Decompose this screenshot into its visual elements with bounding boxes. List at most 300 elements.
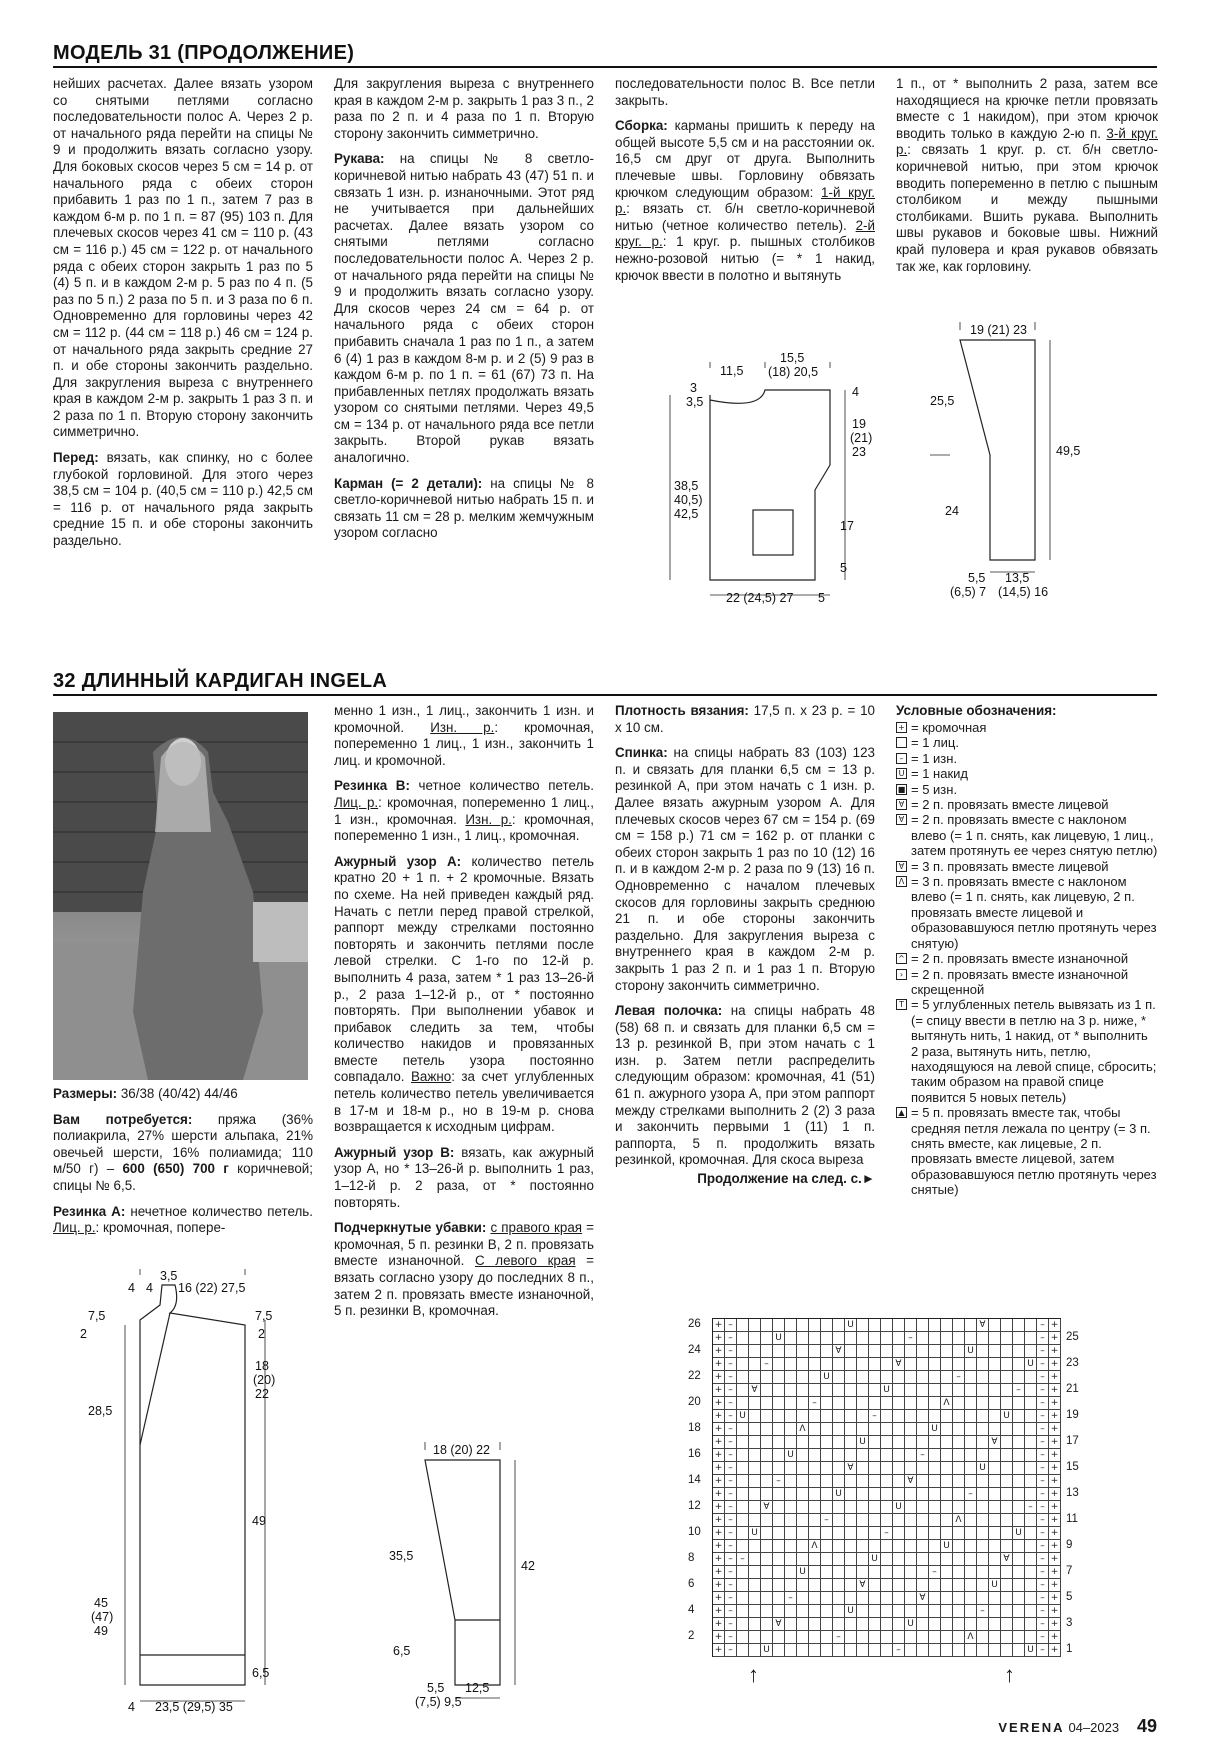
chart-cell bbox=[893, 1579, 905, 1592]
chart-cell bbox=[1025, 1371, 1037, 1384]
legend-item bbox=[896, 782, 1158, 797]
chart-cell bbox=[785, 1475, 797, 1488]
chart-cell: – bbox=[1037, 1371, 1049, 1384]
legend-text: = 2 п. провязать вместе изнаночной bbox=[911, 951, 1129, 967]
m31-d2-r1: 49,5 bbox=[1056, 444, 1081, 458]
chart-cell: + bbox=[713, 1540, 725, 1553]
chart-cell bbox=[1001, 1319, 1013, 1332]
chart-cell bbox=[857, 1397, 869, 1410]
chart-cell bbox=[857, 1371, 869, 1384]
sleeve-b2: 12,5 bbox=[465, 1681, 490, 1695]
chart-cell bbox=[953, 1579, 965, 1592]
chart-cell bbox=[1001, 1384, 1013, 1397]
chart-cell bbox=[737, 1618, 749, 1631]
chart-cell bbox=[1001, 1605, 1013, 1618]
chart-cell bbox=[833, 1449, 845, 1462]
chart-cell bbox=[821, 1410, 833, 1423]
chart-cell bbox=[893, 1475, 905, 1488]
chart-cell: – bbox=[1037, 1566, 1049, 1579]
arrow-right-marker: ↑ bbox=[748, 1662, 759, 1687]
chart-cell bbox=[761, 1566, 773, 1579]
chart-cell: – bbox=[1013, 1384, 1025, 1397]
chart-cell bbox=[773, 1579, 785, 1592]
chart-cell bbox=[845, 1644, 857, 1657]
chart-cell: – bbox=[725, 1332, 737, 1345]
chart-cell bbox=[941, 1332, 953, 1345]
chart-cell bbox=[917, 1345, 929, 1358]
chart-cell: Λ bbox=[965, 1631, 977, 1644]
m31-assembly-para bbox=[615, 118, 875, 284]
chart-cell: – bbox=[821, 1514, 833, 1527]
chart-cell bbox=[821, 1384, 833, 1397]
m31-round1: 1-й круг. р. bbox=[615, 184, 875, 217]
chart-cell bbox=[953, 1605, 965, 1618]
chart-cell bbox=[845, 1449, 857, 1462]
chart-cell: U bbox=[773, 1332, 785, 1345]
chart-cell: – bbox=[1037, 1384, 1049, 1397]
chart-cell: + bbox=[1049, 1475, 1061, 1488]
chart-cell: U bbox=[929, 1423, 941, 1436]
chart-cell bbox=[773, 1462, 785, 1475]
chart-cell bbox=[857, 1319, 869, 1332]
chart-cell bbox=[737, 1397, 749, 1410]
chart-cell bbox=[1025, 1410, 1037, 1423]
chart-cell bbox=[881, 1553, 893, 1566]
chart-cell bbox=[881, 1319, 893, 1332]
chart-cell bbox=[809, 1501, 821, 1514]
m31-sleeves-label: Рукава: bbox=[334, 151, 385, 167]
chart-cell bbox=[917, 1397, 929, 1410]
chart-cell bbox=[737, 1527, 749, 1540]
chart-row-number: 7 bbox=[1066, 1565, 1073, 1577]
m31-finish-text1: 1 п., от * выполнить 2 раза, затем все находящиеся на крючке петли провязать вместе с 1 накидом), при этом крючок вводить только в каждую 2-ю п. bbox=[896, 76, 1158, 141]
m31-sleeve-diagram bbox=[920, 320, 1120, 610]
chart-cell: + bbox=[713, 1358, 725, 1371]
chart-cell: – bbox=[725, 1475, 737, 1488]
chart-cell bbox=[857, 1488, 869, 1501]
chart-cell bbox=[917, 1475, 929, 1488]
chart-cell bbox=[833, 1527, 845, 1540]
chart-cell bbox=[797, 1644, 809, 1657]
chart-cell bbox=[905, 1319, 917, 1332]
chart-cell: ∀ bbox=[749, 1384, 761, 1397]
m31-col3 bbox=[615, 76, 875, 293]
rib-a-para bbox=[53, 1204, 313, 1237]
chart-cell bbox=[797, 1358, 809, 1371]
chart-cell: – bbox=[1037, 1358, 1049, 1371]
chart-cell bbox=[1001, 1475, 1013, 1488]
chart-cell bbox=[761, 1592, 773, 1605]
chart-cell bbox=[869, 1475, 881, 1488]
chart-cell bbox=[1013, 1475, 1025, 1488]
legend-item bbox=[896, 874, 1158, 951]
chart-cell bbox=[785, 1605, 797, 1618]
chart-row-number: 4 bbox=[688, 1604, 695, 1616]
chart-cell bbox=[809, 1345, 821, 1358]
chart-cell bbox=[1001, 1540, 1013, 1553]
chart-cell bbox=[881, 1358, 893, 1371]
chart-cell bbox=[869, 1423, 881, 1436]
chart-cell bbox=[881, 1514, 893, 1527]
chart-cell bbox=[965, 1514, 977, 1527]
chart-cell bbox=[917, 1410, 929, 1423]
chart-cell bbox=[761, 1371, 773, 1384]
chart-cell bbox=[797, 1527, 809, 1540]
chart-cell: – bbox=[725, 1631, 737, 1644]
chart-cell bbox=[965, 1475, 977, 1488]
chart-cell bbox=[881, 1501, 893, 1514]
back-l3: 28,5 bbox=[88, 1404, 113, 1418]
chart-cell bbox=[977, 1618, 989, 1631]
chart-cell bbox=[761, 1319, 773, 1332]
chart-cell bbox=[953, 1358, 965, 1371]
chart-cell bbox=[749, 1436, 761, 1449]
chart-cell bbox=[977, 1514, 989, 1527]
chart-cell bbox=[929, 1410, 941, 1423]
chart-cell bbox=[737, 1644, 749, 1657]
lace-a-important: Важно bbox=[411, 1069, 452, 1085]
chart-cell bbox=[833, 1592, 845, 1605]
m32-back-diagram bbox=[80, 1265, 300, 1715]
chart-cell: ∀ bbox=[857, 1579, 869, 1592]
chart-cell bbox=[833, 1618, 845, 1631]
chart-cell: + bbox=[1049, 1618, 1061, 1631]
chart-cell: – bbox=[725, 1371, 737, 1384]
chart-cell: + bbox=[1049, 1605, 1061, 1618]
chart-cell bbox=[869, 1371, 881, 1384]
chart-cell bbox=[965, 1644, 977, 1657]
chart-cell bbox=[737, 1566, 749, 1579]
chart-cell: + bbox=[713, 1475, 725, 1488]
chart-cell bbox=[785, 1423, 797, 1436]
chart-cell: + bbox=[713, 1423, 725, 1436]
chart-cell bbox=[785, 1631, 797, 1644]
m31-sleeves-text: на спицы № 8 светло-коричневой нитью набрать 43 (47) 51 п. и связать 1 изн. р. изнаночными. Этот ряд не учитывается при дальнейших расчетах. Далее вязать узором со снятыми петлями согласно последовательности полос А. Через 2 р. от начального ряда перейти на спицы № 9 и продолжить вязать согласно узору. Для скосов через 24 см = 64 р. от начального ряда с обеих сторон прибавить сначала 1 раз по 1 п., а затем 6 (4) 1 раз в каждом 8-м р. и 2 (5) 9 раз в каждом 6-м р. по 1 п. = 61 (67) 73 п. На прибавленных петлях продолжать вязать узором со снятыми петлями. Через 49,5 см = 134 р. от начального ряда все петли закрыть. Второй рукав вязать аналогично. bbox=[334, 151, 594, 466]
chart-cell bbox=[929, 1579, 941, 1592]
page-number: 49 bbox=[1136, 1716, 1157, 1736]
chart-cell: – bbox=[1037, 1592, 1049, 1605]
chart-row-number: 20 bbox=[688, 1396, 701, 1408]
chart-cell bbox=[881, 1488, 893, 1501]
chart-cell bbox=[773, 1384, 785, 1397]
chart-cell: + bbox=[713, 1449, 725, 1462]
chart-cell bbox=[845, 1566, 857, 1579]
chart-cell bbox=[1025, 1475, 1037, 1488]
chart-cell bbox=[845, 1436, 857, 1449]
chart-cell bbox=[1013, 1488, 1025, 1501]
chart-cell bbox=[833, 1436, 845, 1449]
chart-cell bbox=[1013, 1501, 1025, 1514]
chart-cell bbox=[941, 1514, 953, 1527]
chart-cell bbox=[977, 1579, 989, 1592]
chart-cell: – bbox=[725, 1358, 737, 1371]
chart-cell bbox=[1013, 1410, 1025, 1423]
chart-cell bbox=[773, 1605, 785, 1618]
m32-title: 32 ДЛИННЫЙ КАРДИГАН INGELA bbox=[53, 670, 388, 692]
chart-cell bbox=[1001, 1644, 1013, 1657]
chart-cell: – bbox=[869, 1410, 881, 1423]
chart-cell: – bbox=[725, 1644, 737, 1657]
chart-cell: – bbox=[1037, 1397, 1049, 1410]
chart-cell: + bbox=[1049, 1371, 1061, 1384]
back-l2: 2 bbox=[80, 1327, 87, 1341]
chart-cell: ∀ bbox=[833, 1345, 845, 1358]
chart-cell bbox=[737, 1631, 749, 1644]
chart-cell bbox=[797, 1319, 809, 1332]
materials-para bbox=[53, 1112, 313, 1195]
chart-cell bbox=[737, 1332, 749, 1345]
chart-cell bbox=[785, 1384, 797, 1397]
chart-cell bbox=[977, 1488, 989, 1501]
chart-cell bbox=[1025, 1618, 1037, 1631]
chart-cell bbox=[845, 1501, 857, 1514]
chart-cell: ∀ bbox=[905, 1475, 917, 1488]
back-l4: 45 bbox=[94, 1596, 108, 1610]
chart-cell bbox=[965, 1501, 977, 1514]
chart-cell bbox=[881, 1475, 893, 1488]
chart-cell bbox=[845, 1475, 857, 1488]
chart-cell bbox=[737, 1605, 749, 1618]
chart-cell bbox=[881, 1644, 893, 1657]
chart-cell bbox=[1025, 1345, 1037, 1358]
chart-cell bbox=[1001, 1618, 1013, 1631]
chart-cell bbox=[809, 1332, 821, 1345]
chart-cell bbox=[929, 1371, 941, 1384]
chart-cell bbox=[833, 1605, 845, 1618]
legend-text: = 5 изн. bbox=[911, 781, 958, 797]
legend-text: = 5 п. провязать вместе так, чтобы средняя петля лежала по центру (= 3 п. снять вместе, как лицевые, 2 п. провязать вместе лицевой, затем образовавшуюся петлю протянуть через снятые) bbox=[911, 1105, 1157, 1198]
chart-cell bbox=[821, 1462, 833, 1475]
chart-cell bbox=[737, 1371, 749, 1384]
chart-cell bbox=[905, 1449, 917, 1462]
chart-cell bbox=[905, 1553, 917, 1566]
chart-cell: – bbox=[1037, 1475, 1049, 1488]
chart-cell bbox=[797, 1371, 809, 1384]
chart-cell bbox=[989, 1592, 1001, 1605]
chart-cell bbox=[773, 1436, 785, 1449]
chart-cell bbox=[953, 1644, 965, 1657]
chart-cell: – bbox=[809, 1397, 821, 1410]
chart-cell: + bbox=[1049, 1423, 1061, 1436]
chart-cell bbox=[821, 1449, 833, 1462]
back-para bbox=[615, 745, 875, 994]
m31-d1-r5: 17 bbox=[840, 519, 854, 533]
chart-cell bbox=[785, 1527, 797, 1540]
chart-cell bbox=[977, 1384, 989, 1397]
chart-cell bbox=[989, 1397, 1001, 1410]
chart-cell bbox=[941, 1527, 953, 1540]
materials-text1: пряжа (36% полиакрила, 27% шерсти альпака, 21% овечьей шерсти, 16% полиамида; 110 м/50 г) – bbox=[53, 1111, 313, 1177]
chart-cell: + bbox=[1049, 1514, 1061, 1527]
decrease-left: С левого края bbox=[474, 1253, 576, 1269]
rib-a-text2: : кромочная, попере- bbox=[95, 1220, 226, 1236]
chart-cell: + bbox=[713, 1384, 725, 1397]
chart-cell bbox=[941, 1618, 953, 1631]
back-r5: 22 bbox=[255, 1387, 269, 1401]
chart-cell bbox=[773, 1644, 785, 1657]
chart-cell: – bbox=[725, 1501, 737, 1514]
chart-cell: Λ bbox=[797, 1423, 809, 1436]
stitch-chart bbox=[688, 1318, 1079, 1687]
chart-cell: – bbox=[1037, 1579, 1049, 1592]
chart-row-number: 9 bbox=[1066, 1539, 1073, 1551]
chart-cell bbox=[929, 1358, 941, 1371]
chart-cell: – bbox=[725, 1384, 737, 1397]
materials-amount: 600 (650) 700 г bbox=[122, 1161, 229, 1177]
sleeve-r1: 42 bbox=[521, 1559, 535, 1573]
chart-cell bbox=[941, 1592, 953, 1605]
chart-cell bbox=[785, 1332, 797, 1345]
chart-cell bbox=[965, 1371, 977, 1384]
m31-finish-para bbox=[896, 76, 1158, 275]
chart-cell bbox=[881, 1410, 893, 1423]
chart-cell: U bbox=[737, 1410, 749, 1423]
chart-cell bbox=[905, 1631, 917, 1644]
m31-stripes-text: последовательности полос В. Все петли закрыть. bbox=[615, 76, 875, 108]
chart-cell bbox=[773, 1371, 785, 1384]
chart-cell bbox=[833, 1423, 845, 1436]
chart-cell bbox=[929, 1605, 941, 1618]
chart-row-number: 16 bbox=[688, 1448, 701, 1460]
chart-cell bbox=[965, 1605, 977, 1618]
m31-d1-h1: 38,5 bbox=[674, 479, 699, 493]
chart-cell bbox=[881, 1345, 893, 1358]
chart-cell bbox=[821, 1501, 833, 1514]
chart-cell: + bbox=[1049, 1436, 1061, 1449]
chart-cell: – bbox=[725, 1566, 737, 1579]
chart-cell: + bbox=[1049, 1384, 1061, 1397]
chart-cell bbox=[953, 1449, 965, 1462]
chart-cell bbox=[881, 1631, 893, 1644]
chart-cell bbox=[1013, 1449, 1025, 1462]
chart-cell bbox=[905, 1540, 917, 1553]
chart-cell bbox=[977, 1436, 989, 1449]
chart-cell bbox=[989, 1566, 1001, 1579]
chart-cell bbox=[821, 1358, 833, 1371]
chart-cell bbox=[881, 1592, 893, 1605]
chart-cell bbox=[773, 1345, 785, 1358]
chart-cell bbox=[869, 1631, 881, 1644]
chart-cell bbox=[773, 1488, 785, 1501]
chart-row-number: 15 bbox=[1066, 1461, 1079, 1473]
stitch-symbol-icon: U bbox=[896, 768, 907, 779]
chart-cell: + bbox=[1049, 1332, 1061, 1345]
legend-item bbox=[896, 735, 1158, 750]
chart-cell: + bbox=[1049, 1631, 1061, 1644]
chart-cell bbox=[929, 1345, 941, 1358]
chart-cell bbox=[1001, 1566, 1013, 1579]
chart-cell bbox=[773, 1501, 785, 1514]
chart-cell bbox=[785, 1436, 797, 1449]
chart-cell bbox=[785, 1358, 797, 1371]
chart-cell bbox=[749, 1410, 761, 1423]
chart-cell: + bbox=[713, 1644, 725, 1657]
chart-cell bbox=[1013, 1540, 1025, 1553]
m31-d2-b2: 13,5 bbox=[1005, 571, 1030, 585]
legend-item bbox=[896, 997, 1158, 1105]
chart-cell bbox=[893, 1462, 905, 1475]
chart-cell bbox=[809, 1358, 821, 1371]
chart-cell bbox=[977, 1371, 989, 1384]
chart-cell bbox=[761, 1475, 773, 1488]
chart-cell bbox=[1013, 1605, 1025, 1618]
chart-cell bbox=[953, 1475, 965, 1488]
legend-item bbox=[896, 1105, 1158, 1197]
chart-cell bbox=[845, 1371, 857, 1384]
chart-cell bbox=[809, 1488, 821, 1501]
chart-cell: + bbox=[713, 1553, 725, 1566]
chart-cell bbox=[977, 1410, 989, 1423]
chart-cell bbox=[785, 1397, 797, 1410]
chart-cell bbox=[881, 1449, 893, 1462]
chart-cell bbox=[737, 1449, 749, 1462]
chart-cell bbox=[989, 1358, 1001, 1371]
chart-cell: ∀ bbox=[989, 1436, 1001, 1449]
chart-cell: + bbox=[713, 1488, 725, 1501]
chart-cell bbox=[1025, 1540, 1037, 1553]
chart-cell bbox=[845, 1618, 857, 1631]
chart-cell bbox=[941, 1410, 953, 1423]
chart-cell bbox=[881, 1579, 893, 1592]
chart-cell bbox=[749, 1566, 761, 1579]
chart-cell bbox=[929, 1501, 941, 1514]
chart-cell bbox=[989, 1527, 1001, 1540]
chart-cell: – bbox=[725, 1488, 737, 1501]
chart-cell bbox=[1001, 1592, 1013, 1605]
chart-row-number: 12 bbox=[688, 1500, 701, 1512]
chart-cell bbox=[869, 1449, 881, 1462]
chart-cell bbox=[833, 1579, 845, 1592]
chart-cell bbox=[761, 1527, 773, 1540]
chart-cell: U bbox=[977, 1462, 989, 1475]
chart-cell bbox=[833, 1540, 845, 1553]
rib-a-wrong-row: Изн. р. bbox=[430, 719, 495, 735]
chart-cell: – bbox=[881, 1527, 893, 1540]
chart-cell bbox=[857, 1410, 869, 1423]
chart-cell bbox=[941, 1371, 953, 1384]
chart-cell bbox=[1025, 1579, 1037, 1592]
chart-cell bbox=[1025, 1462, 1037, 1475]
chart-cell bbox=[989, 1553, 1001, 1566]
chart-row-number: 26 bbox=[688, 1318, 701, 1330]
chart-cell bbox=[989, 1540, 1001, 1553]
chart-cell bbox=[845, 1592, 857, 1605]
lace-a-para bbox=[334, 854, 594, 1136]
chart-cell bbox=[773, 1358, 785, 1371]
chart-cell: + bbox=[713, 1436, 725, 1449]
m31-d1-r6: 5 bbox=[840, 561, 847, 575]
chart-cell: + bbox=[1049, 1449, 1061, 1462]
chart-cell bbox=[1001, 1501, 1013, 1514]
chart-cell bbox=[749, 1592, 761, 1605]
legend-text: = 1 накид bbox=[911, 766, 968, 782]
chart-cell: + bbox=[713, 1514, 725, 1527]
chart-cell: – bbox=[929, 1566, 941, 1579]
chart-cell bbox=[905, 1488, 917, 1501]
chart-cell bbox=[797, 1514, 809, 1527]
chart-cell bbox=[785, 1345, 797, 1358]
chart-cell bbox=[773, 1540, 785, 1553]
chart-cell bbox=[893, 1618, 905, 1631]
chart-cell bbox=[785, 1540, 797, 1553]
chart-cell bbox=[761, 1514, 773, 1527]
chart-cell bbox=[893, 1449, 905, 1462]
chart-cell bbox=[965, 1358, 977, 1371]
m31-pocket-para bbox=[334, 476, 594, 542]
m31-round2: 2-й круг. р. bbox=[615, 217, 875, 250]
chart-cell: – bbox=[1037, 1332, 1049, 1345]
chart-cell bbox=[761, 1605, 773, 1618]
